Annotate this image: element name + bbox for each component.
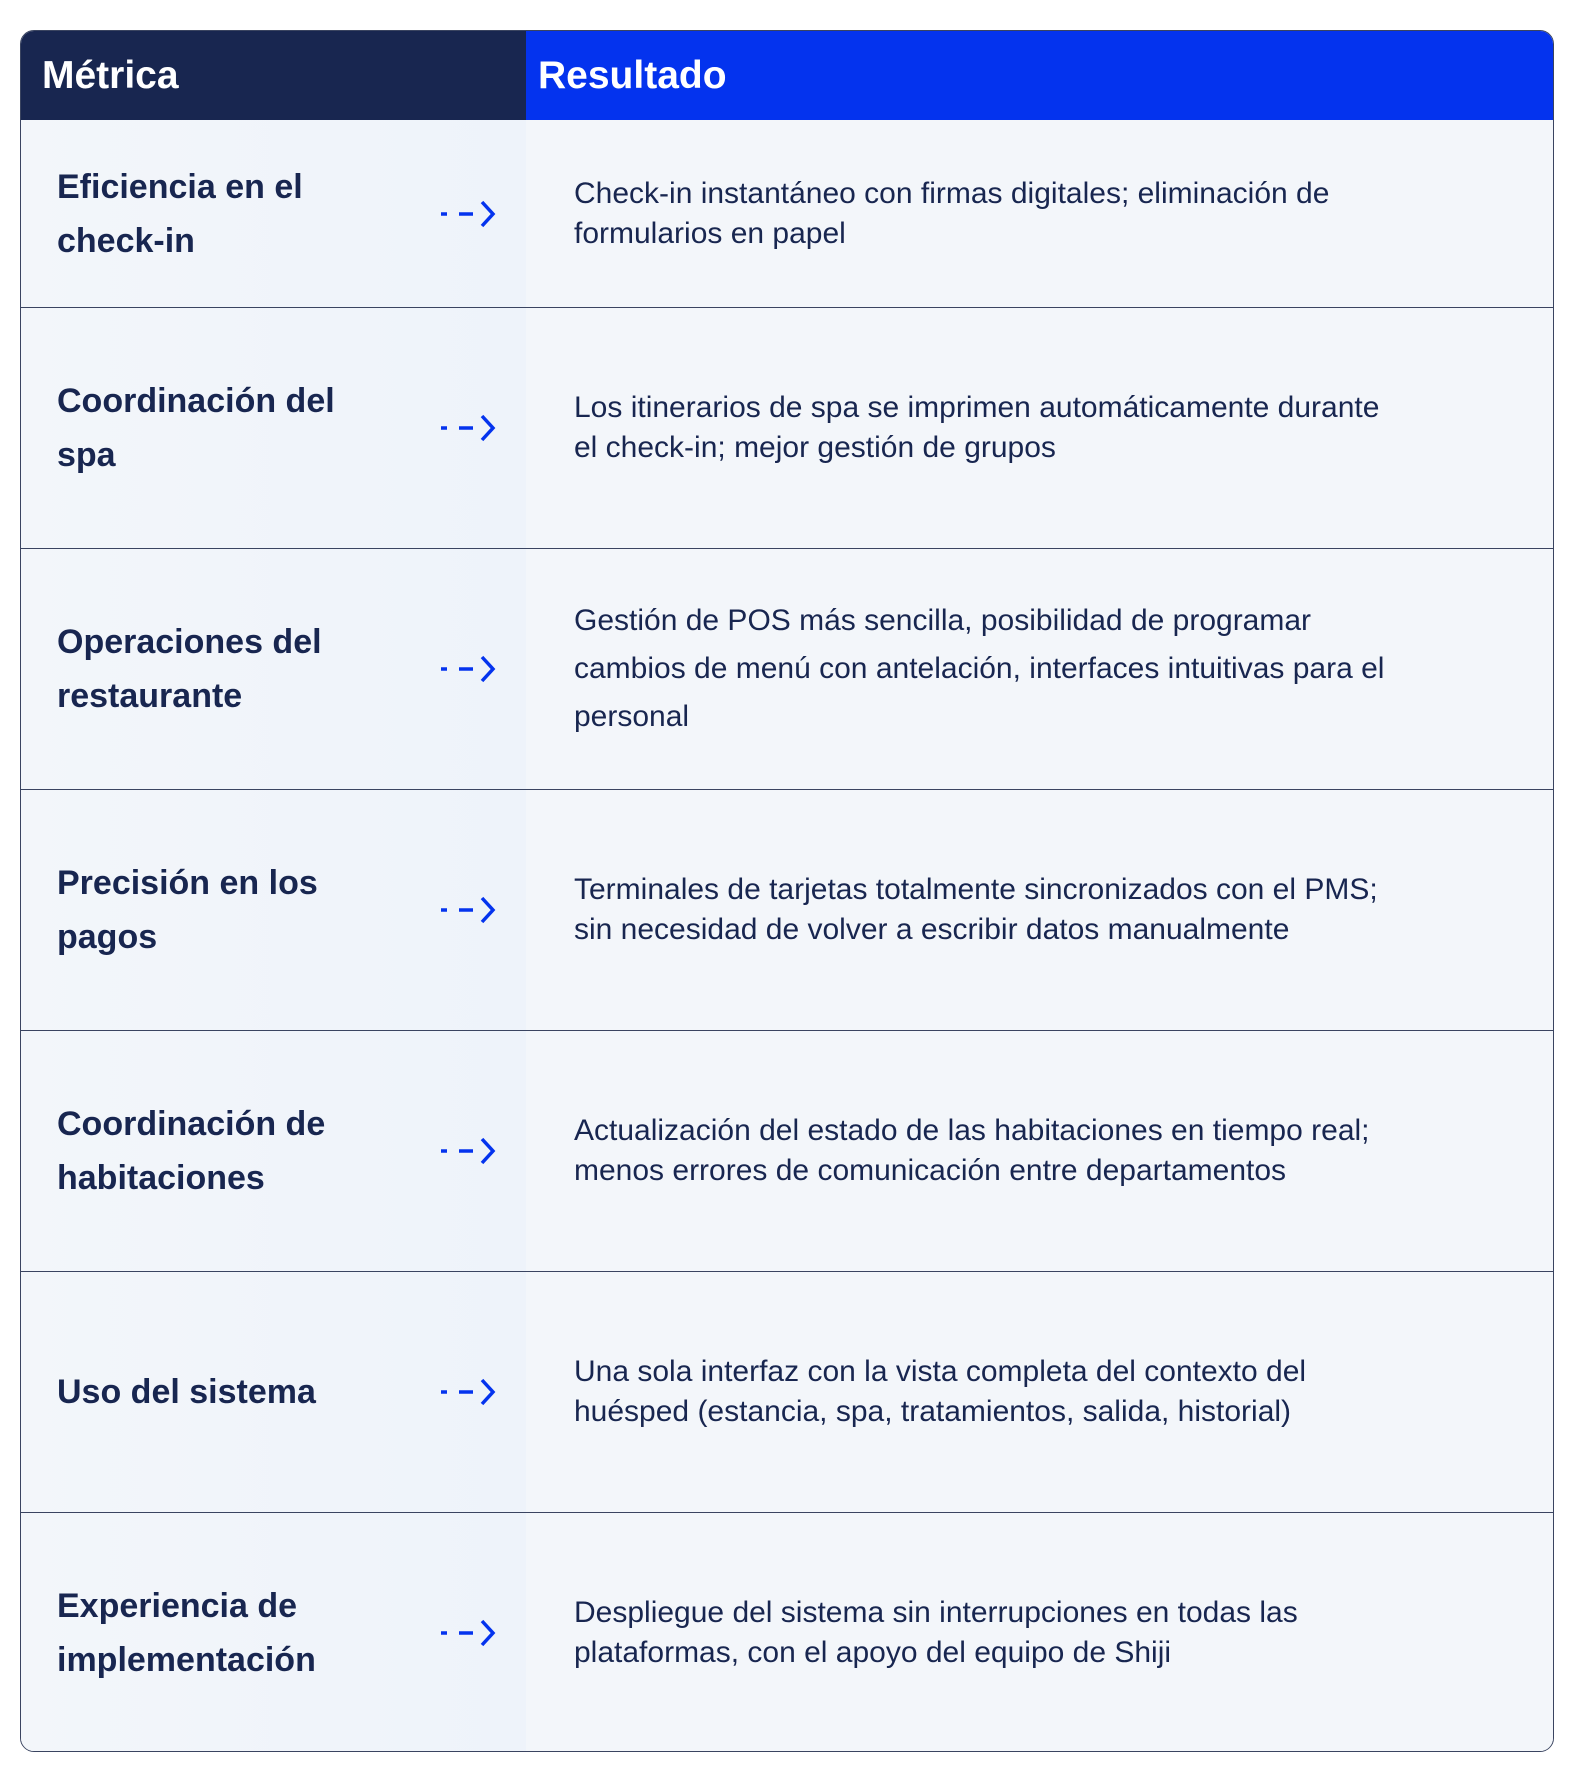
result-text: Terminales de tarjetas totalmente sincronizados con el PMS; sin necesidad de volver a escribir datos manualmente	[574, 873, 1378, 946]
metric-cell	[21, 549, 526, 789]
dashed-arrow-icon	[439, 1134, 503, 1168]
header-result: Resultado	[526, 31, 1553, 120]
metric-cell	[21, 120, 526, 307]
result-cell	[526, 790, 1553, 1030]
table-row	[21, 1512, 1553, 1752]
table-row	[21, 548, 1553, 789]
metric-cell	[21, 1031, 526, 1271]
metric-cell	[21, 790, 526, 1030]
result-cell	[526, 549, 1553, 789]
result-cell	[526, 1272, 1553, 1512]
metric-cell	[21, 1272, 526, 1512]
result-text: Gestión de POS más sencilla, posibilidad de programar cambios de menú con antelación, interfaces intuitivas para el personal	[574, 604, 1385, 733]
metric-cell	[21, 1513, 526, 1752]
result-text: Una sola interfaz con la vista completa del contexto del huésped (estancia, spa, tratamientos, salida, historial)	[574, 1355, 1307, 1428]
metric-label: Experiencia de implementación	[57, 1586, 316, 1679]
comparison-table	[20, 30, 1554, 1752]
table-body	[21, 120, 1553, 1752]
result-cell	[526, 1513, 1553, 1752]
dashed-arrow-icon	[439, 652, 503, 686]
dashed-arrow-icon	[439, 1375, 503, 1409]
result-text: Check-in instantáneo con firmas digitales; eliminación de formularios en papel	[574, 176, 1330, 250]
result-cell	[526, 120, 1553, 307]
table-row	[21, 1271, 1553, 1512]
table-header	[21, 31, 1553, 120]
result-text: Actualización del estado de las habitaciones en tiempo real; menos errores de comunicación entre departamentos	[574, 1114, 1370, 1187]
table-row	[21, 120, 1553, 307]
result-text: Despliegue del sistema sin interrupciones en todas las plataformas, con el apoyo del equipo de Shiji	[574, 1595, 1298, 1669]
metric-label: Coordinación de habitaciones	[57, 1105, 326, 1197]
table-row	[21, 1030, 1553, 1271]
metric-label: Eficiencia en el check-in	[57, 167, 303, 260]
dashed-arrow-icon	[439, 1616, 503, 1650]
result-text: Los itinerarios de spa se imprimen automáticamente durante el check-in; mejor gestión de grupos	[574, 391, 1380, 464]
table-row	[21, 307, 1553, 548]
metric-label: Operaciones del restaurante	[57, 623, 322, 715]
header-metric: Métrica	[21, 31, 526, 120]
dashed-arrow-icon	[439, 893, 503, 927]
result-cell	[526, 308, 1553, 548]
metric-label: Precisión en los pagos	[57, 864, 318, 956]
metric-label: Coordinación del spa	[57, 382, 335, 474]
table-row	[21, 789, 1553, 1030]
metric-label: Uso del sistema	[57, 1373, 316, 1411]
result-cell	[526, 1031, 1553, 1271]
dashed-arrow-icon	[439, 197, 503, 231]
dashed-arrow-icon	[439, 411, 503, 445]
metric-cell	[21, 308, 526, 548]
